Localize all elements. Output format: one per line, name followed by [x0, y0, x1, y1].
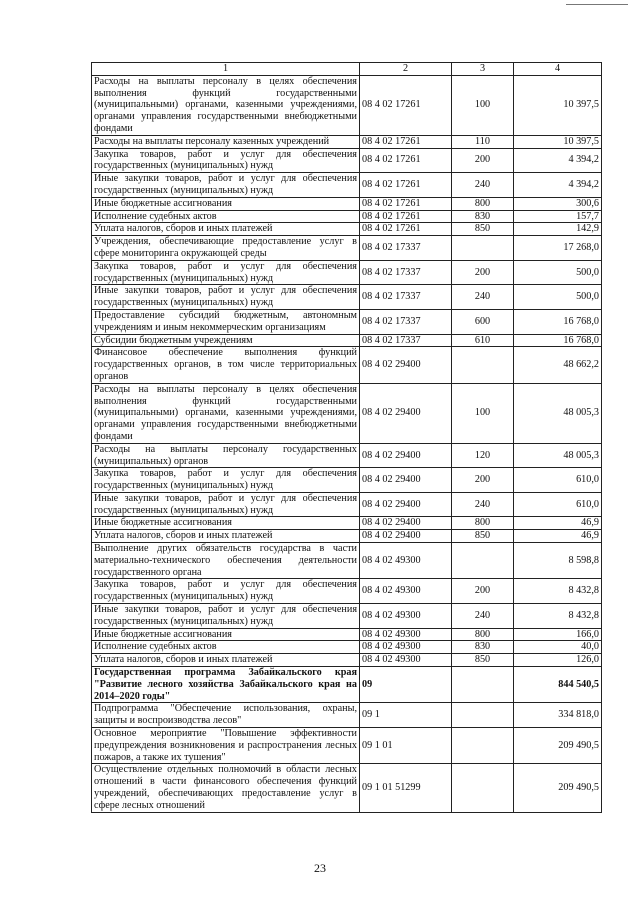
- table-row: [92, 443, 602, 468]
- row-kvr-cell: 850: [452, 530, 514, 543]
- table-row: [92, 223, 602, 236]
- row-name-cell: Исполнение судебных актов: [92, 641, 360, 654]
- row-name-cell: Иные бюджетные ассигнования: [92, 628, 360, 641]
- row-kvr-cell: 120: [452, 443, 514, 468]
- row-kvr-cell: 850: [452, 654, 514, 667]
- row-code-cell: 08 4 02 17337: [360, 236, 452, 261]
- row-code-cell: 08 4 02 49300: [360, 654, 452, 667]
- row-kvr-cell: 800: [452, 628, 514, 641]
- row-kvr-cell: 800: [452, 517, 514, 530]
- table-row: [92, 75, 602, 135]
- table-row: [92, 543, 602, 579]
- header-col-2: 2: [360, 63, 452, 76]
- row-name-cell: Исполнение судебных актов: [92, 210, 360, 223]
- row-name-cell: Субсидии бюджетным учреждениям: [92, 334, 360, 347]
- table-row: [92, 347, 602, 383]
- row-code-cell: 08 4 02 49300: [360, 628, 452, 641]
- table-row: [92, 236, 602, 261]
- row-code-cell: 08 4 02 29400: [360, 383, 452, 443]
- row-name-cell: Иные бюджетные ассигнования: [92, 197, 360, 210]
- row-sum-cell: 4 394,2: [514, 148, 602, 173]
- budget-table-body: [92, 63, 602, 813]
- row-name-cell: Финансовое обеспечение выполнения функций государственных органов, в том числе территориальных органов: [92, 347, 360, 383]
- table-row: [92, 604, 602, 629]
- table-row: [92, 383, 602, 443]
- row-sum-cell: 8 432,8: [514, 579, 602, 604]
- row-kvr-cell: 830: [452, 210, 514, 223]
- row-sum-cell: 8 432,8: [514, 604, 602, 629]
- row-kvr-cell: [452, 236, 514, 261]
- row-kvr-cell: [452, 347, 514, 383]
- table-row: [92, 728, 602, 764]
- row-name-cell: Иные закупки товаров, работ и услуг для обеспечения государственных (муниципальных) нужд: [92, 285, 360, 310]
- row-sum-cell: 4 394,2: [514, 173, 602, 198]
- row-name-cell: Расходы на выплаты персоналу в целях обеспечения выполнения функций государственными (муниципальными) органами, казенными учреждениями, органами управления государственными внебюджетными фондами: [92, 383, 360, 443]
- table-row: [92, 641, 602, 654]
- row-code-cell: 08 4 02 49300: [360, 543, 452, 579]
- row-sum-cell: 8 598,8: [514, 543, 602, 579]
- table-row: [92, 492, 602, 517]
- row-code-cell: 08 4 02 29400: [360, 468, 452, 493]
- table-header-row: [92, 63, 602, 76]
- row-sum-cell: 844 540,5: [514, 667, 602, 703]
- row-name-cell: Иные закупки товаров, работ и услуг для обеспечения государственных (муниципальных) нужд: [92, 173, 360, 198]
- row-sum-cell: 500,0: [514, 260, 602, 285]
- row-code-cell: 08 4 02 17337: [360, 260, 452, 285]
- row-code-cell: 08 4 02 29400: [360, 492, 452, 517]
- row-name-cell: Уплата налогов, сборов и иных платежей: [92, 530, 360, 543]
- row-code-cell: 09 1 01 51299: [360, 764, 452, 812]
- row-name-cell: Учреждения, обеспечивающие предоставление услуг в сфере мониторинга окружающей среды: [92, 236, 360, 261]
- row-kvr-cell: 200: [452, 260, 514, 285]
- row-name-cell: Иные закупки товаров, работ и услуг для обеспечения государственных (муниципальных) нужд: [92, 604, 360, 629]
- row-sum-cell: 40,0: [514, 641, 602, 654]
- top-edge-line: [566, 4, 628, 5]
- row-kvr-cell: [452, 764, 514, 812]
- table-row: [92, 197, 602, 210]
- row-code-cell: 08 4 02 29400: [360, 443, 452, 468]
- row-sum-cell: 209 490,5: [514, 728, 602, 764]
- row-kvr-cell: 240: [452, 285, 514, 310]
- table-row: [92, 764, 602, 812]
- row-code-cell: 08 4 02 49300: [360, 641, 452, 654]
- row-kvr-cell: 100: [452, 75, 514, 135]
- row-code-cell: 08 4 02 49300: [360, 579, 452, 604]
- row-kvr-cell: [452, 728, 514, 764]
- header-col-1: 1: [92, 63, 360, 76]
- table-row: [92, 468, 602, 493]
- row-kvr-cell: 600: [452, 309, 514, 334]
- row-code-cell: 08 4 02 17337: [360, 285, 452, 310]
- table-row: [92, 334, 602, 347]
- row-name-cell: Уплата налогов, сборов и иных платежей: [92, 223, 360, 236]
- row-sum-cell: 46,9: [514, 517, 602, 530]
- row-code-cell: 08 4 02 17261: [360, 75, 452, 135]
- row-kvr-cell: 850: [452, 223, 514, 236]
- page-number: 23: [314, 861, 326, 875]
- table-row: [92, 260, 602, 285]
- row-code-cell: 08 4 02 17337: [360, 309, 452, 334]
- row-kvr-cell: [452, 543, 514, 579]
- row-name-cell: Расходы на выплаты персоналу государственных (муниципальных) органов: [92, 443, 360, 468]
- row-sum-cell: 126,0: [514, 654, 602, 667]
- row-sum-cell: 209 490,5: [514, 764, 602, 812]
- row-sum-cell: 334 818,0: [514, 703, 602, 728]
- row-code-cell: 08 4 02 17337: [360, 334, 452, 347]
- row-name-cell: Предоставление субсидий бюджетным, автономным учреждениям и иным некоммерческим организациям: [92, 309, 360, 334]
- row-name-cell: Государственная программа Забайкальского края "Развитие лесного хозяйства Забайкальского края на 2014–2020 годы": [92, 667, 360, 703]
- row-kvr-cell: 200: [452, 468, 514, 493]
- row-name-cell: Закупка товаров, работ и услуг для обеспечения государственных (муниципальных) нужд: [92, 260, 360, 285]
- row-code-cell: 08 4 02 17261: [360, 135, 452, 148]
- header-col-3: 3: [452, 63, 514, 76]
- row-kvr-cell: 800: [452, 197, 514, 210]
- row-name-cell: Выполнение других обязательств государства в части материально-технического обеспечения деятельности государственного органа: [92, 543, 360, 579]
- row-sum-cell: 48 005,3: [514, 383, 602, 443]
- table-row: [92, 173, 602, 198]
- row-sum-cell: 157,7: [514, 210, 602, 223]
- row-name-cell: Закупка товаров, работ и услуг для обеспечения государственных (муниципальных) нужд: [92, 148, 360, 173]
- row-kvr-cell: [452, 667, 514, 703]
- row-code-cell: 08 4 02 17261: [360, 197, 452, 210]
- row-code-cell: 08 4 02 29400: [360, 530, 452, 543]
- row-sum-cell: 48 662,2: [514, 347, 602, 383]
- row-sum-cell: 46,9: [514, 530, 602, 543]
- row-code-cell: 08 4 02 29400: [360, 517, 452, 530]
- row-code-cell: 08 4 02 17261: [360, 173, 452, 198]
- row-kvr-cell: 200: [452, 579, 514, 604]
- row-sum-cell: 300,6: [514, 197, 602, 210]
- row-kvr-cell: [452, 703, 514, 728]
- header-col-4: 4: [514, 63, 602, 76]
- row-sum-cell: 610,0: [514, 468, 602, 493]
- row-kvr-cell: 200: [452, 148, 514, 173]
- table-row: [92, 148, 602, 173]
- row-name-cell: Закупка товаров, работ и услуг для обеспечения государственных (муниципальных) нужд: [92, 468, 360, 493]
- row-kvr-cell: 240: [452, 604, 514, 629]
- row-code-cell: 08 4 02 49300: [360, 604, 452, 629]
- table-row: [92, 654, 602, 667]
- row-name-cell: Расходы на выплаты персоналу в целях обеспечения выполнения функций государственными (муниципальными) органами, казенными учреждениями, органами управления государственными внебюджетными фондами: [92, 75, 360, 135]
- row-sum-cell: 48 005,3: [514, 443, 602, 468]
- table-row: [92, 285, 602, 310]
- table-row: [92, 210, 602, 223]
- row-sum-cell: 17 268,0: [514, 236, 602, 261]
- table-row: [92, 309, 602, 334]
- row-sum-cell: 166,0: [514, 628, 602, 641]
- row-name-cell: Иные закупки товаров, работ и услуг для обеспечения государственных (муниципальных) нужд: [92, 492, 360, 517]
- row-name-cell: Закупка товаров, работ и услуг для обеспечения государственных (муниципальных) нужд: [92, 579, 360, 604]
- budget-table: [91, 62, 602, 813]
- row-sum-cell: 142,9: [514, 223, 602, 236]
- row-kvr-cell: 110: [452, 135, 514, 148]
- row-name-cell: Расходы на выплаты персоналу казенных учреждений: [92, 135, 360, 148]
- table-row: [92, 135, 602, 148]
- row-code-cell: 09 1: [360, 703, 452, 728]
- table-row: [92, 530, 602, 543]
- row-name-cell: Осуществление отдельных полномочий в области лесных отношений в части финансового обеспечения функций учреждений, обеспечивающих предоставление услуг в сфере лесных отношений: [92, 764, 360, 812]
- row-code-cell: 08 4 02 29400: [360, 347, 452, 383]
- row-kvr-cell: 240: [452, 173, 514, 198]
- row-kvr-cell: 100: [452, 383, 514, 443]
- row-sum-cell: 10 397,5: [514, 75, 602, 135]
- row-sum-cell: 16 768,0: [514, 334, 602, 347]
- table-row: [92, 579, 602, 604]
- row-sum-cell: 610,0: [514, 492, 602, 517]
- row-name-cell: Подпрограмма "Обеспечение использования, охраны, защиты и воспроизводства лесов": [92, 703, 360, 728]
- row-name-cell: Основное мероприятие "Повышение эффективности предупреждения возникновения и распространения лесных пожаров, а также их тушения": [92, 728, 360, 764]
- row-code-cell: 08 4 02 17261: [360, 210, 452, 223]
- row-kvr-cell: 610: [452, 334, 514, 347]
- row-code-cell: 08 4 02 17261: [360, 148, 452, 173]
- row-code-cell: 09 1 01: [360, 728, 452, 764]
- row-kvr-cell: 240: [452, 492, 514, 517]
- row-sum-cell: 10 397,5: [514, 135, 602, 148]
- table-row: [92, 628, 602, 641]
- row-kvr-cell: 830: [452, 641, 514, 654]
- row-sum-cell: 500,0: [514, 285, 602, 310]
- row-name-cell: Уплата налогов, сборов и иных платежей: [92, 654, 360, 667]
- table-row: [92, 517, 602, 530]
- row-code-cell: 09: [360, 667, 452, 703]
- row-sum-cell: 16 768,0: [514, 309, 602, 334]
- table-row: [92, 667, 602, 703]
- row-name-cell: Иные бюджетные ассигнования: [92, 517, 360, 530]
- row-code-cell: 08 4 02 17261: [360, 223, 452, 236]
- table-row: [92, 703, 602, 728]
